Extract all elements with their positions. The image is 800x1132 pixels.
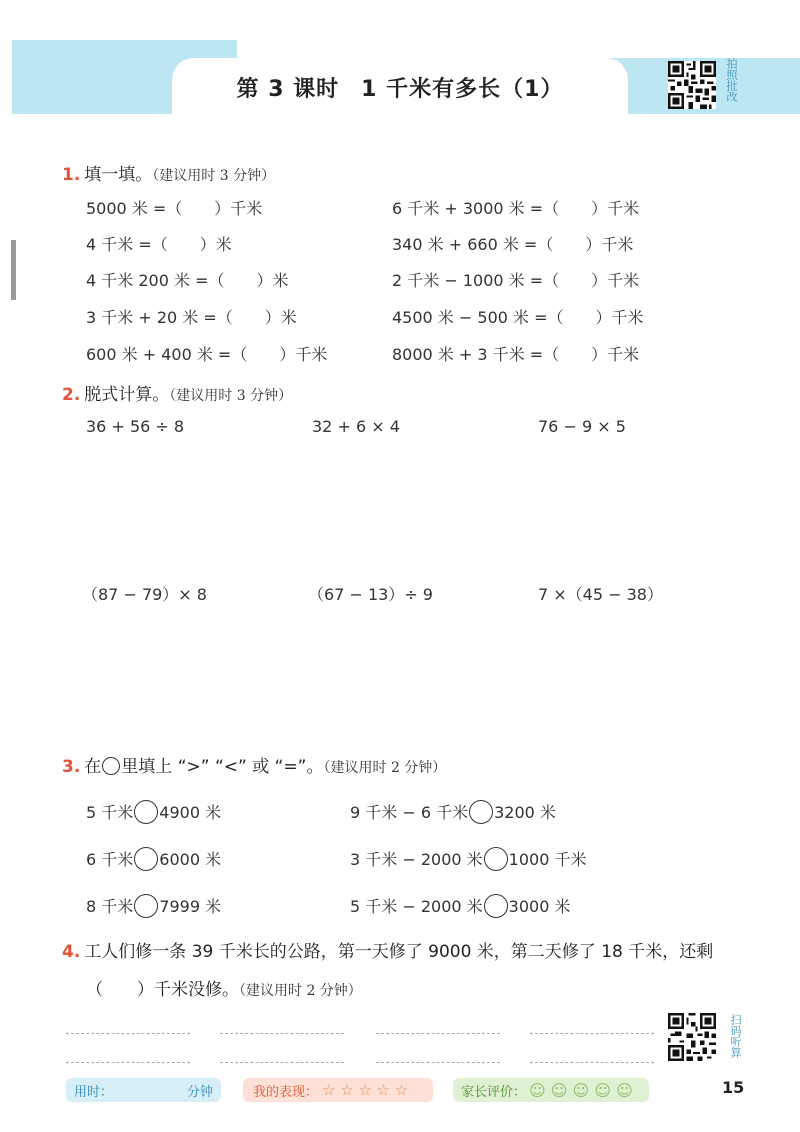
parent-label: 家长评价：: [461, 1084, 527, 1100]
q1-heading: [62, 160, 275, 185]
q3-title-a: 在: [84, 757, 102, 777]
q1-left-1: 5000 米 =（ ）千米: [86, 199, 263, 218]
compare-circle-6[interactable]: [484, 894, 508, 918]
answer-line[interactable]: [220, 1062, 344, 1063]
q1-left-3: 4 千米 200 米 =（ ）米: [86, 271, 289, 290]
q2-expr-2: 32 + 6 × 4: [312, 417, 400, 436]
qr-bottom-label: 扫码听算: [729, 1014, 742, 1058]
q2-number: 2.: [62, 385, 81, 405]
q3-item-5: 8 千米 7999 米: [86, 894, 221, 918]
q2-expr-6: 7 ×（45 − 38）: [538, 585, 663, 604]
page-title: [172, 72, 628, 103]
q1-number: 1.: [62, 165, 81, 185]
answer-line[interactable]: [66, 1062, 190, 1063]
answer-line[interactable]: [530, 1062, 654, 1063]
q4-text-1: 工人们修一条 39 千米长的公路，第一天修了 9000 米，第二天修了 18 千米，还剩: [84, 942, 714, 962]
q2-expr-4: （87 − 79）× 8: [82, 585, 207, 604]
q1-right-2: 340 米 + 660 米 =（ ）千米: [392, 235, 634, 254]
performance-label: 我的表现：: [253, 1084, 319, 1100]
smiley-icon[interactable]: ☺ ☺ ☺ ☺ ☺: [529, 1080, 633, 1100]
answer-line[interactable]: [530, 1033, 654, 1034]
q4-text-2: （ ）千米没修。: [86, 980, 239, 1000]
answer-line[interactable]: [220, 1033, 344, 1034]
q1-hint: （建议用时 3 分钟）: [152, 168, 276, 184]
q2-title: 脱式计算。: [84, 385, 170, 405]
circle-icon: [102, 757, 120, 775]
performance-box: [243, 1078, 433, 1102]
q2-expr-3: 76 − 9 × 5: [538, 417, 626, 436]
answer-line[interactable]: [376, 1033, 500, 1034]
compare-circle-3[interactable]: [134, 847, 158, 871]
q1-left-5: 600 米 + 400 米 =（ ）千米: [86, 345, 328, 364]
q1-right-4: 4500 米 − 500 米 =（ ）千米: [392, 308, 644, 327]
q3-title-b: 里填上 “>” “<” 或 “=”。: [121, 757, 324, 777]
time-label: 用时：: [74, 1084, 114, 1100]
time-box[interactable]: [66, 1078, 221, 1102]
q1-right-5: 8000 米 + 3 千米 =（ ）千米: [392, 345, 640, 364]
q1-left-2: 4 千米 =（ ）米: [86, 235, 232, 254]
q2-expr-1: 36 + 56 ÷ 8: [86, 417, 185, 436]
q3-heading: [62, 752, 446, 777]
q4-heading: [62, 937, 713, 962]
binding-mark: [11, 240, 16, 300]
q3-item-2: 9 千米 − 6 千米 3200 米: [350, 800, 556, 824]
compare-circle-2[interactable]: [469, 800, 493, 824]
qr-top-label: 拍照批改: [725, 58, 738, 102]
q1-title: 填一填。: [84, 165, 153, 185]
q3-hint: （建议用时 2 分钟）: [323, 760, 447, 776]
compare-circle-4[interactable]: [484, 847, 508, 871]
q2-heading: [62, 380, 292, 405]
q2-hint: （建议用时 3 分钟）: [169, 388, 293, 404]
q3-item-4: 3 千米 − 2000 米 1000 千米: [350, 847, 586, 871]
answer-line[interactable]: [66, 1033, 190, 1034]
compare-circle-1[interactable]: [134, 800, 158, 824]
star-icon[interactable]: ☆ ☆ ☆ ☆ ☆: [322, 1081, 409, 1099]
answer-line[interactable]: [376, 1062, 500, 1063]
lesson-label: 第 3 课时: [236, 77, 340, 102]
header-band-top: [12, 40, 237, 60]
q4-number: 4.: [62, 942, 81, 962]
q1-right-3: 2 千米 − 1000 米 =（ ）千米: [392, 271, 640, 290]
q3-number: 3.: [62, 757, 81, 777]
q2-expr-5: （67 − 13）÷ 9: [308, 585, 433, 604]
page-number: 15: [722, 1078, 745, 1097]
time-unit: 分钟: [186, 1084, 213, 1100]
q1-left-4: 3 千米 + 20 米 =（ ）米: [86, 308, 297, 327]
qr-code-icon[interactable]: [668, 1013, 716, 1061]
q3-item-1: 5 千米 4900 米: [86, 800, 221, 824]
q3-item-3: 6 千米 6000 米: [86, 847, 221, 871]
q3-item-6: 5 千米 − 2000 米 3000 米: [350, 894, 570, 918]
q4-line-2: [86, 975, 362, 1000]
compare-circle-5[interactable]: [134, 894, 158, 918]
parent-evaluation-box: [453, 1078, 649, 1102]
q1-right-1: 6 千米 + 3000 米 =（ ）千米: [392, 199, 640, 218]
q4-hint: （建议用时 2 分钟）: [239, 983, 362, 999]
qr-code-icon[interactable]: [668, 61, 716, 109]
topic-label: 1 千米有多长（1）: [361, 77, 564, 102]
